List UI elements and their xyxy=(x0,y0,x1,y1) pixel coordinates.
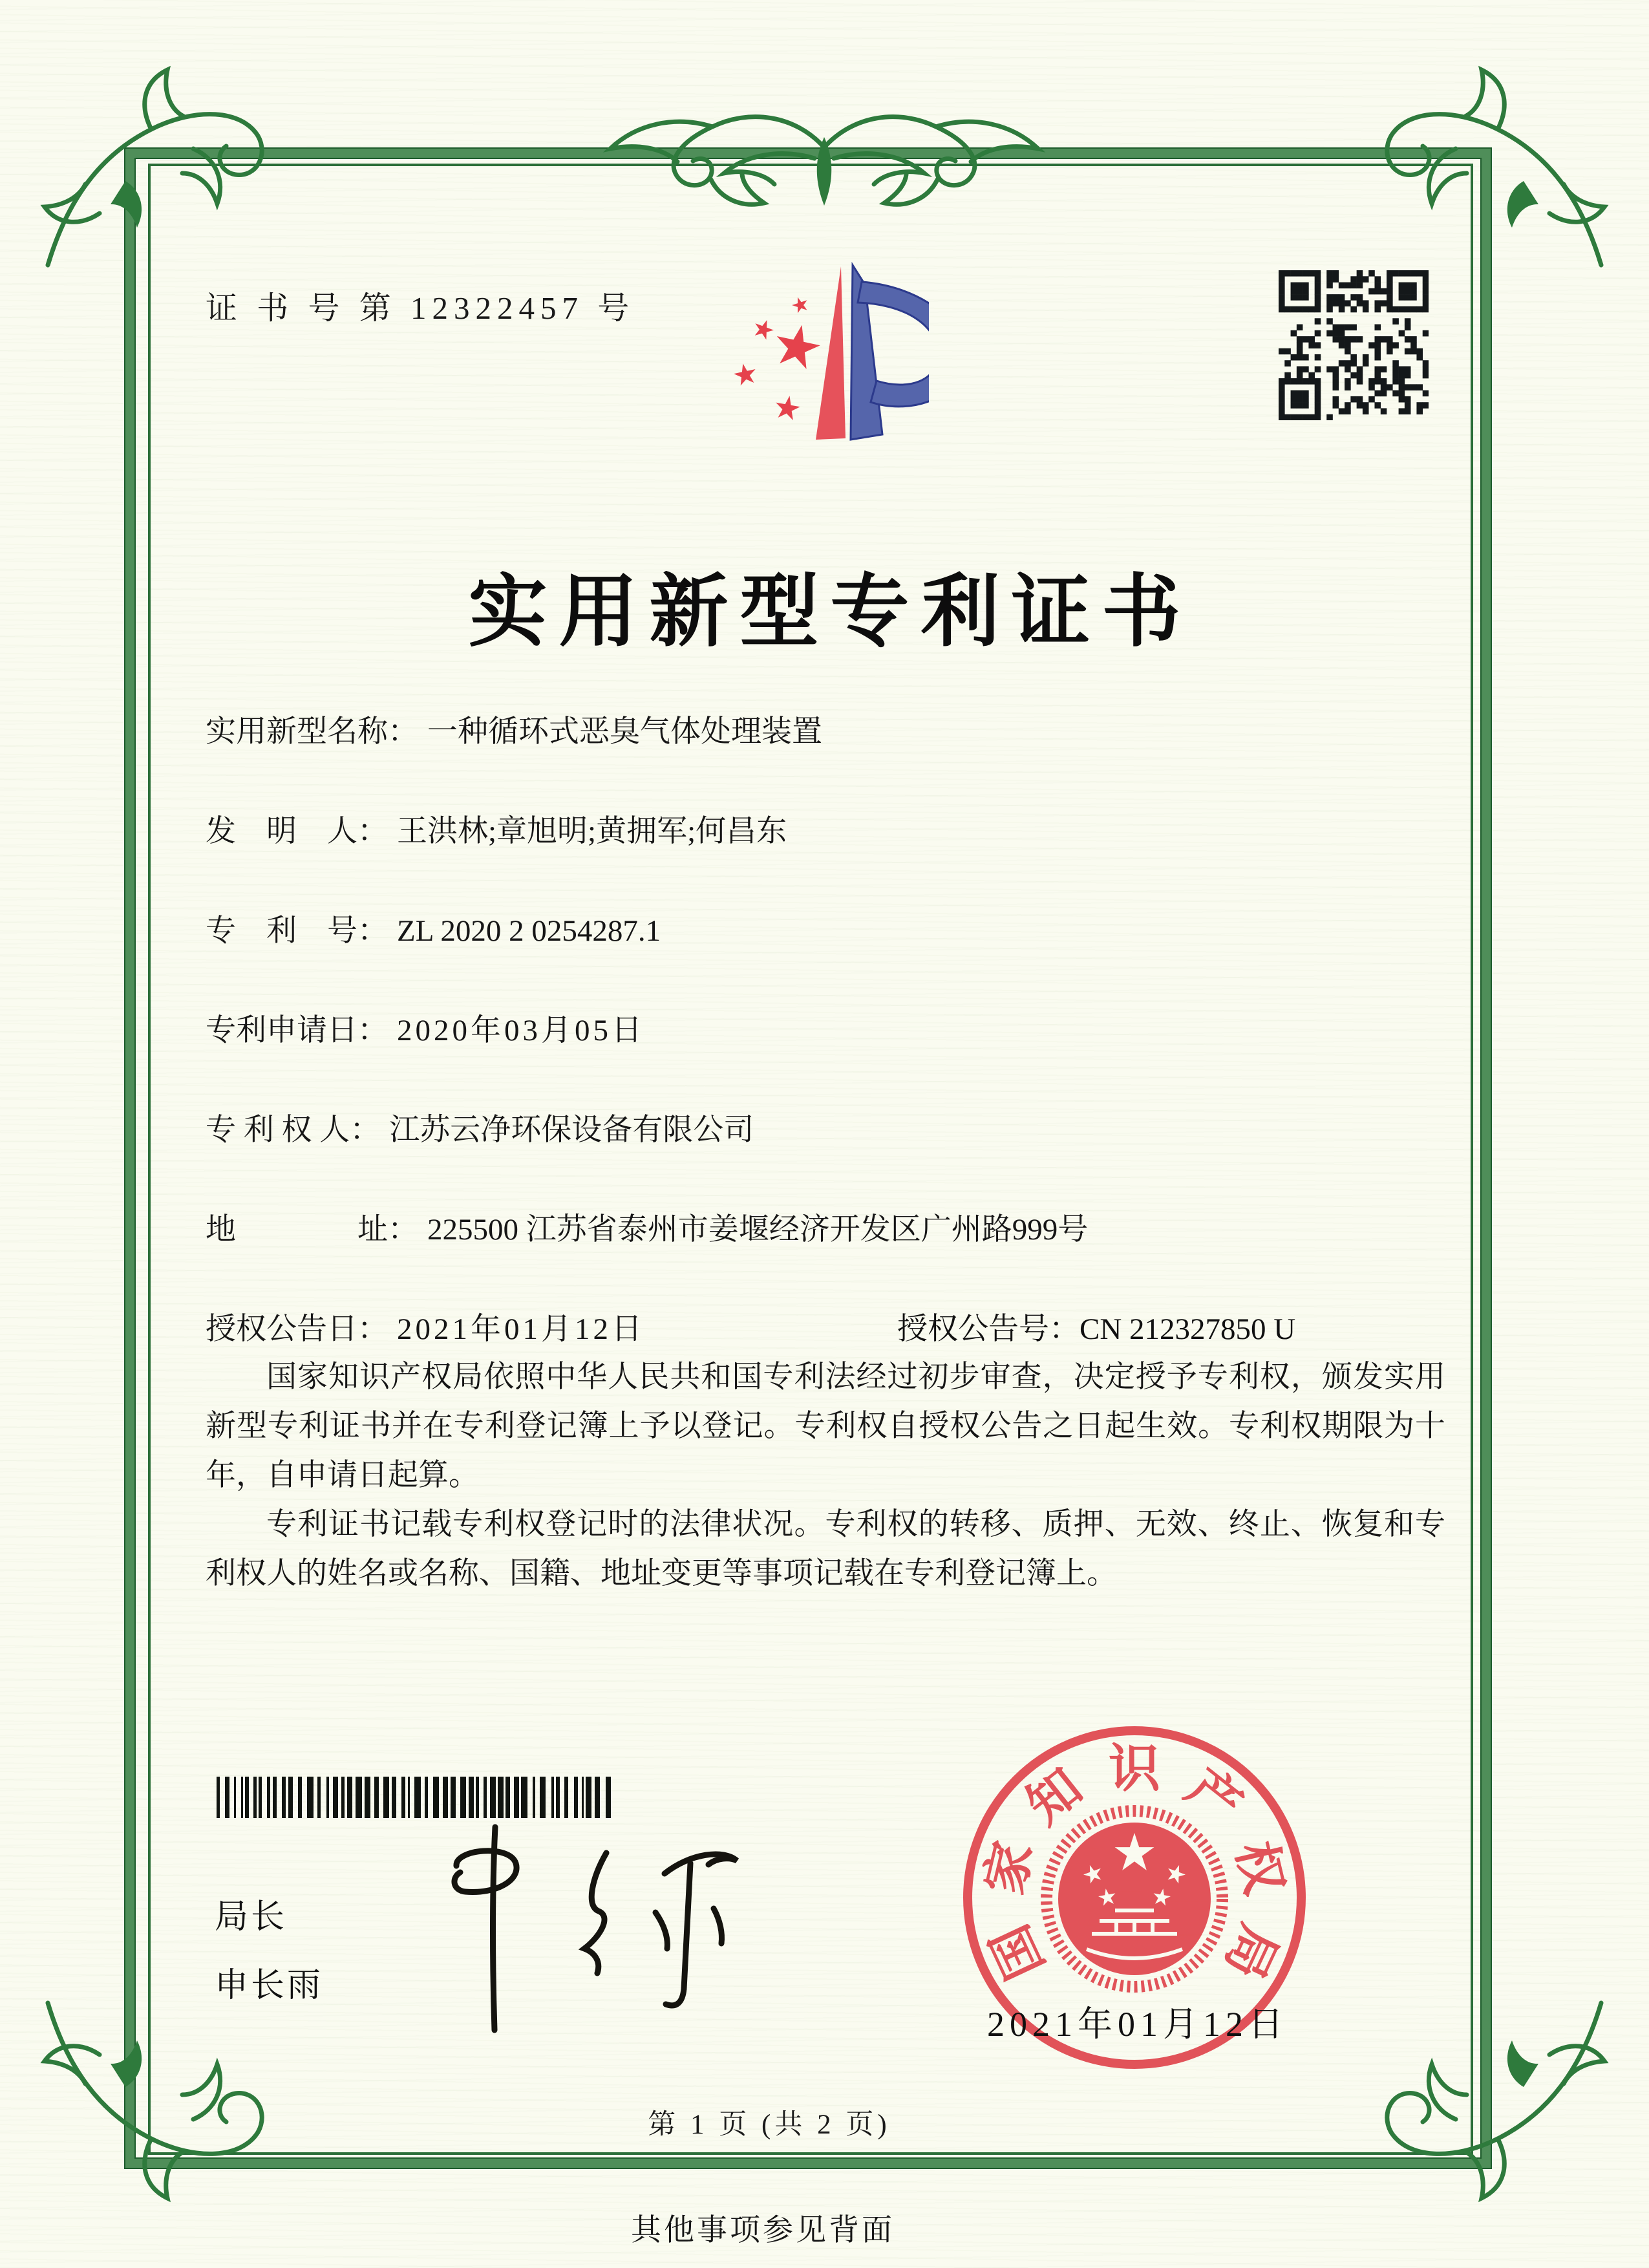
field-label: 地 址： xyxy=(206,1213,418,1246)
legal-text-block xyxy=(206,1353,1445,1598)
field-value: ZL 2020 2 0254287.1 xyxy=(397,914,661,948)
field-row-grant-date xyxy=(206,1305,645,1348)
legal-paragraph-1: 国家知识产权局依照中华人民共和国专利法经过初步审查，决定授予专利权，颁发实用新型专利证书并在专利登记簿上予以登记。专利权自授权公告之日起生效。专利权期限为十年，自申请日起算。 xyxy=(206,1360,1445,1492)
svg-text:产: 产 xyxy=(1176,1759,1252,1836)
field-row-patentee xyxy=(206,1106,754,1149)
field-row-patent-number xyxy=(206,906,661,950)
back-side-note: 其他事项参见背面 xyxy=(631,2214,895,2247)
seal-date: 2021年01月12日 xyxy=(987,2005,1288,2044)
field-label: 发 明 人： xyxy=(206,815,388,848)
page-title: 实用新型专利证书 xyxy=(468,569,1193,656)
field-row-address xyxy=(206,1205,1088,1248)
field-value: CN 212327850 U xyxy=(1080,1312,1296,1346)
logo-red-wedge xyxy=(816,266,846,440)
logo-star-small-3 xyxy=(734,363,756,385)
logo-star-small-4 xyxy=(776,396,800,420)
commissioner-title: 局长 xyxy=(215,1899,288,1936)
legal-paragraph-2: 专利证书记载专利权登记时的法律状况。专利权的转移、质押、无效、终止、恢复和专利权人的姓名或名称、国籍、地址变更等事项记载在专利登记簿上。 xyxy=(206,1508,1445,1590)
barcode xyxy=(217,1777,617,1818)
field-row-utility-model-name xyxy=(206,707,822,751)
field-label: 授权公告号： xyxy=(897,1312,1080,1346)
svg-text:家: 家 xyxy=(976,1836,1044,1900)
svg-text:权: 权 xyxy=(1225,1836,1293,1900)
field-value: 2020年03月05日 xyxy=(397,1014,645,1047)
field-label: 授权公告日： xyxy=(206,1312,388,1346)
cnipa-logo-icon xyxy=(695,259,929,445)
seal-national-emblem xyxy=(1047,1811,1222,1987)
certificate-number: 证 书 号 第 12322457 号 xyxy=(206,290,635,326)
field-row-inventors xyxy=(206,807,787,850)
svg-text:知: 知 xyxy=(1017,1759,1093,1836)
svg-text:国: 国 xyxy=(981,1916,1056,1987)
commissioner-name: 申长雨 xyxy=(215,1967,324,2004)
field-value: 王洪林;章旭明;黄拥军;何昌东 xyxy=(397,815,787,848)
field-label: 专 利 号： xyxy=(206,914,388,948)
logo-star-small-2 xyxy=(755,320,774,339)
svg-text:识: 识 xyxy=(1109,1741,1160,1798)
field-row-grant-number xyxy=(897,1305,1295,1348)
field-label: 专利申请日： xyxy=(206,1014,388,1047)
qr-code-icon xyxy=(1279,270,1429,420)
signature-handwriting xyxy=(303,1815,755,2042)
field-value: 225500 江苏省泰州市姜堰经济开发区广州路999号 xyxy=(427,1213,1089,1246)
field-value: 2021年01月12日 xyxy=(397,1312,645,1346)
logo-star-small-1 xyxy=(792,297,807,314)
field-value: 江苏云净环保设备有限公司 xyxy=(389,1113,754,1147)
field-label: 专 利 权 人： xyxy=(206,1113,381,1147)
field-label: 实用新型名称： xyxy=(206,715,418,749)
svg-text:局: 局 xyxy=(1213,1916,1288,1987)
field-row-filing-date xyxy=(206,1006,645,1049)
logo-star-large xyxy=(777,325,820,369)
field-value: 一种循环式恶臭气体处理装置 xyxy=(427,715,822,749)
page-number: 第 1 页 (共 2 页) xyxy=(648,2110,891,2140)
